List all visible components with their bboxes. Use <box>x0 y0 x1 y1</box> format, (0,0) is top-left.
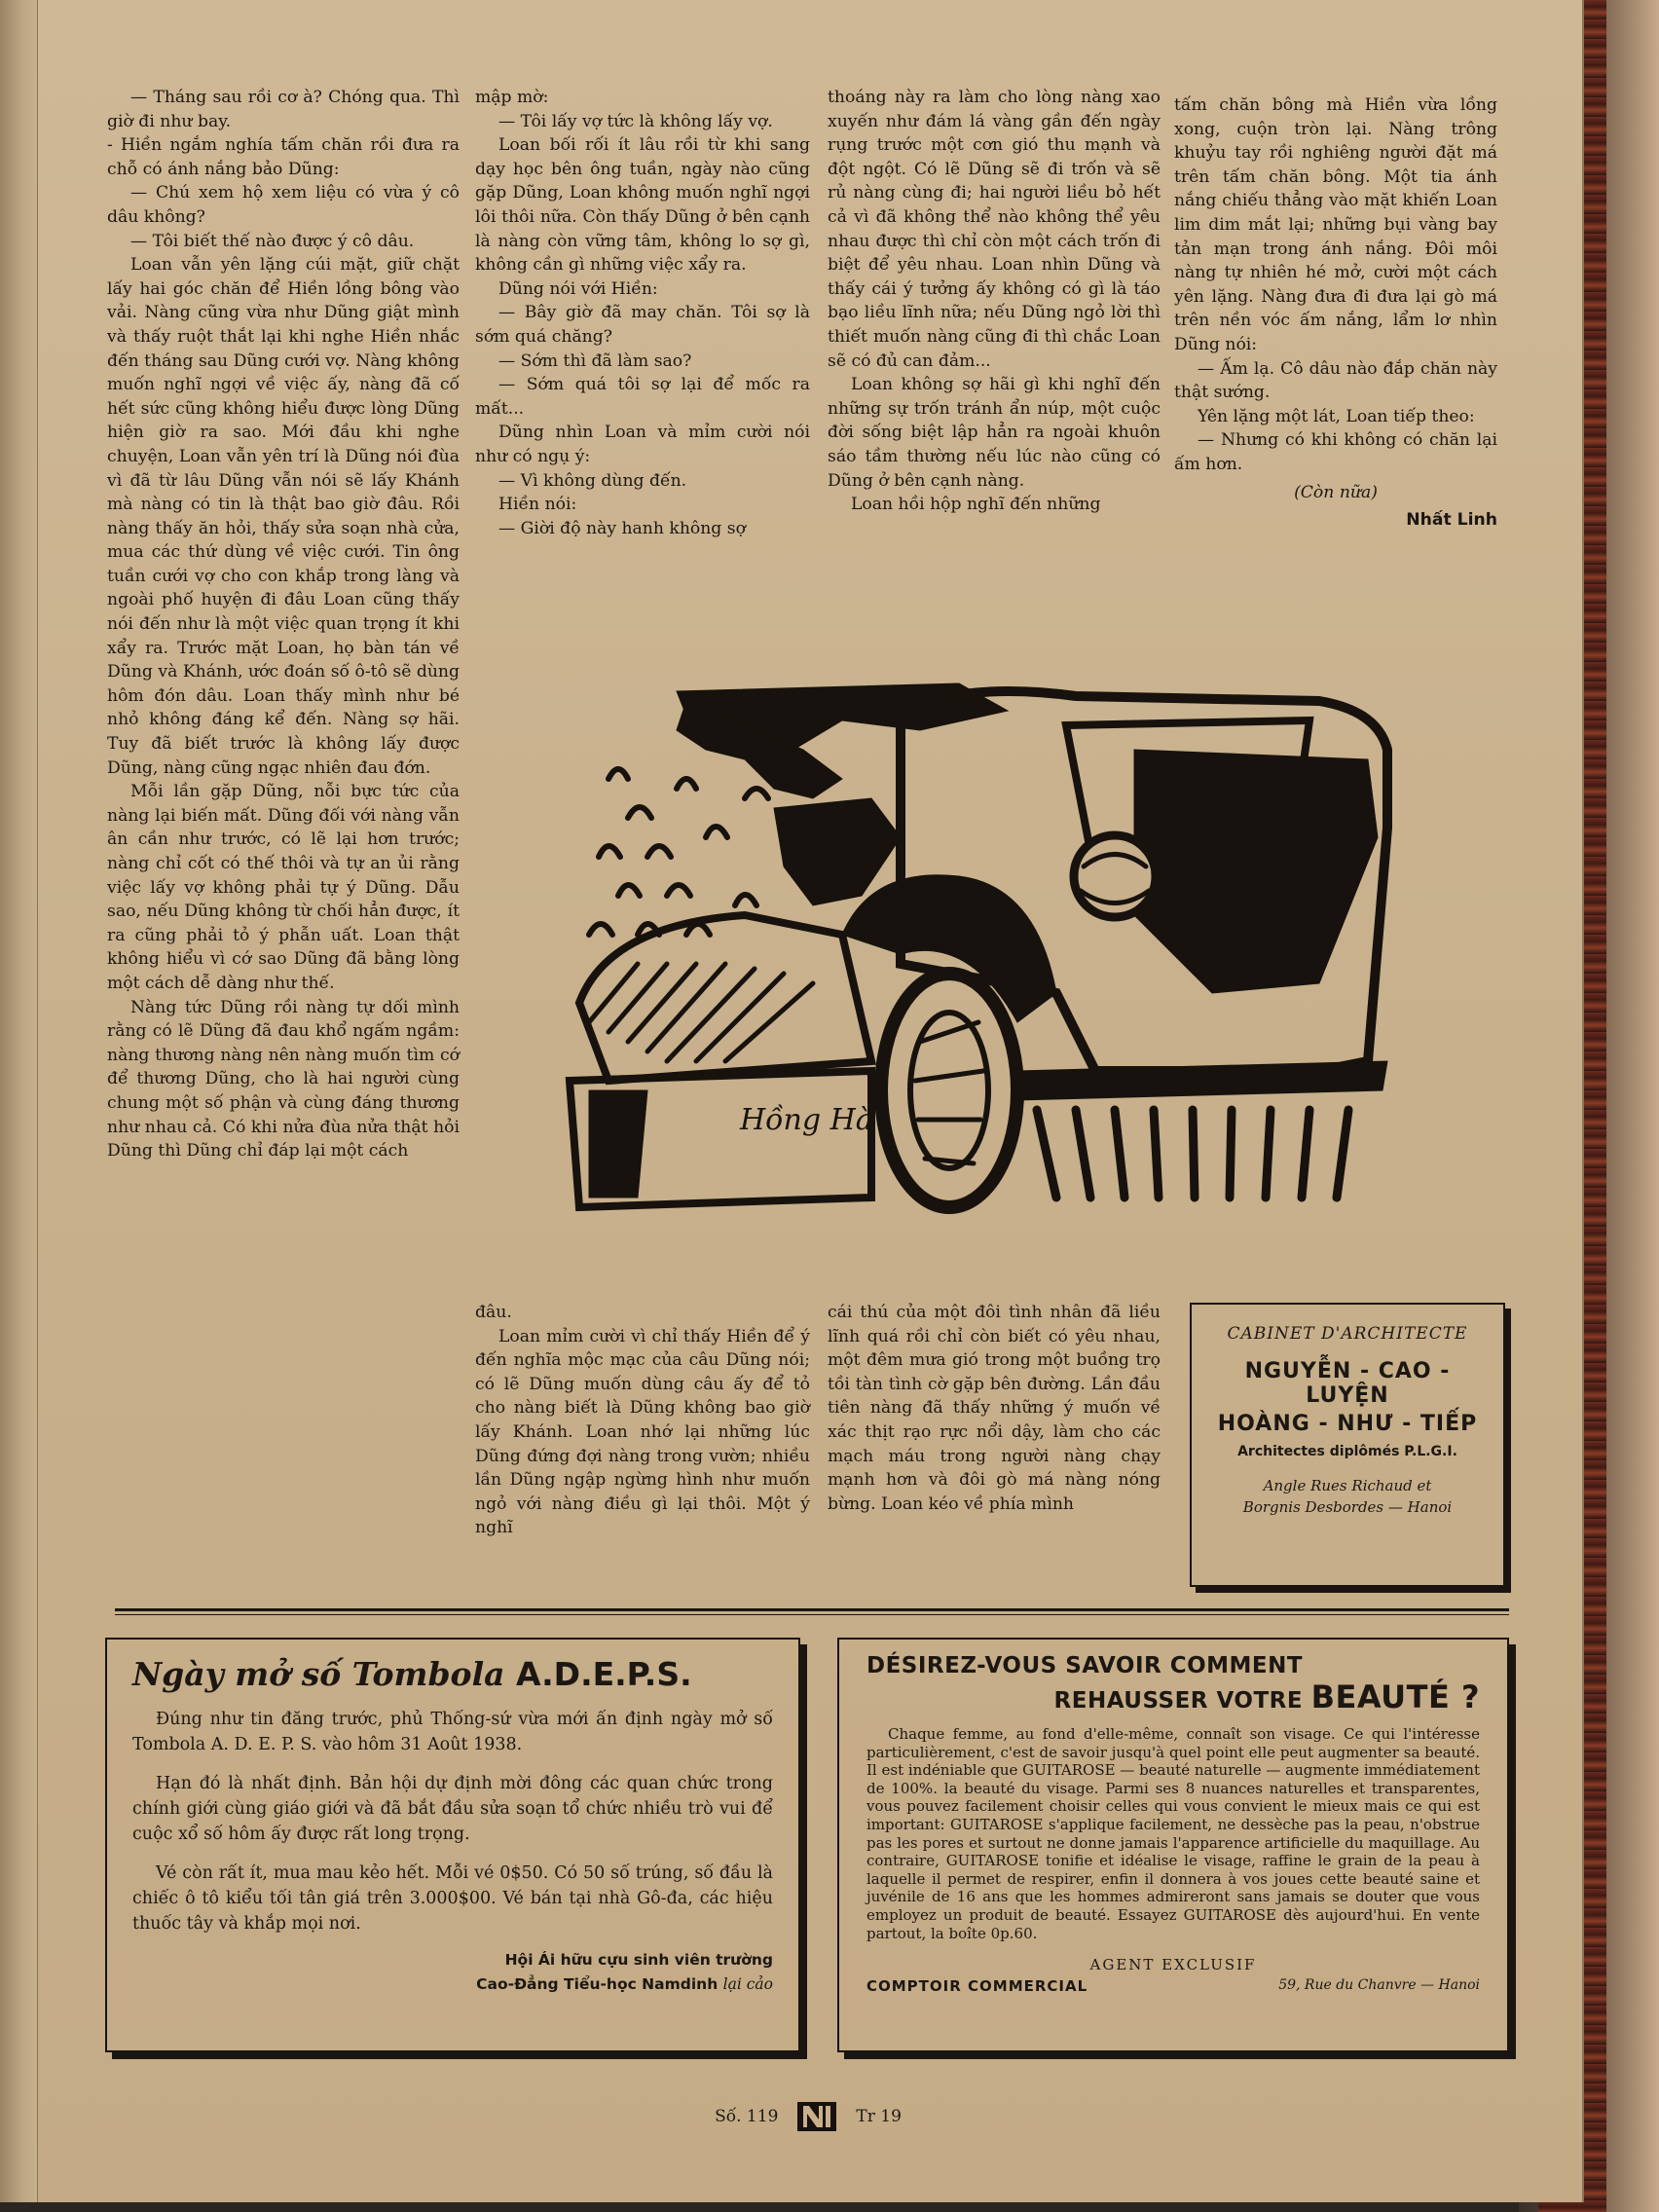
paragraph: — Giời độ này hanh không sợ <box>498 518 746 538</box>
paragraph: thoáng này ra làm cho lòng nàng xao xuyến như đám lá vàng gần đến ngày rụng trước một cơn gió thu mạnh và đột ngột. Có lẽ Dũng sẽ đi trốn và sẽ rủ nàng cùng đi; hai người liều bỏ hết cả vì đã không thể nào không thể yêu nhau được thì chỉ còn một cách trốn đi biệt để yêu nhau. Loan nhìn Dũng và thấy cái ý tưởng ấy không có gì là táo bạo liều lĩnh nữa; nếu Dũng ngỏ lời thì thiết muốn nàng cũng đi thì chắc Loan sẽ có đủ can đảm... <box>828 88 1161 371</box>
page-footer <box>691 2097 925 2136</box>
beauty-company: COMPTOIR COMMERCIAL <box>866 1977 1088 1996</box>
article-column-2-bottom <box>475 1301 810 1540</box>
beauty-advertisement <box>837 1638 1509 2052</box>
page-gutter <box>0 0 38 2202</box>
article-column-3-bottom <box>828 1301 1161 1516</box>
paragraph: đâu. <box>475 1303 512 1322</box>
article-column-3 <box>828 86 1161 517</box>
paragraph: — Tháng sau rồi cơ à? Chóng qua. Thì giờ đi như bay. <box>107 88 460 131</box>
paragraph: — Sớm thì đã làm sao? <box>498 350 692 371</box>
paragraph: tấm chăn bông mà Hiền vừa lồng xong, cuộn tròn lại. Nàng trông khuỷu tay rồi nghiêng người đặt má trên tấm chăn bông. Một tia ánh nắng chiếu thẳng vào mặt khiến Loan lim dim mắt lại; những bụi vàng bay tản mạn trong ánh nắng. Đôi môi nàng tự nhiên hé mở, cười một cách yên lặng. Nàng đưa đi đưa lại gò má trên nền vóc ấm nắng, lẩm lơ nhìn Dũng nói: <box>1174 95 1497 354</box>
tombola-signature-note: lại cảo <box>722 1975 773 1993</box>
paragraph: Mỗi lần gặp Dũng, nỗi bực tức của nàng lại biến mất. Dũng đối với nàng vẫn ân cần như trước, có lẽ lại hơn trước; nàng chỉ cốt có thế thôi và tự an ủi rằng việc lấy vợ không phải tự ý Dũng. Dẫu sao, nếu Dũng không từ chối hẳn được, ít ra cũng phải tỏ ý phẫn uất. Loan thật không hiểu vì cớ sao Dũng đã bằng lòng một cách dễ dàng như thế. <box>107 782 460 993</box>
beauty-body: Chaque femme, au fond d'elle-même, connaît son visage. Ce qui l'intéresse particulièrement, c'est de savoir jusqu'à quel point elle peut augmenter sa beauté. Il est indéniable que GUITAROSE — beauté naturelle — augmente immédiatement de 100%. la beauté du visage. Parmi ses 8 nuances naturelles et transparentes, vous pouvez facilement choisir celles qui vous convient le mieux mais ce qui est important: GUITAROSE s'applique facilement, ne dessèche pas la peau, n'obstrue pas les pores et surtout ne donne jamais l'apparence artificielle du maquillage. Au contraire, GUITAROSE tonifie et idéalise le visage, raffine le grain de la peau à laquelle il permet de respirer, enfin il donnera à vos joues cette beauté saine et juvénile de 16 ans que les hommes admireront sans jamais se douter que vous employez un produit de beauté. Essayez GUITAROSE dès aujourd'hui. En vente partout, la boîte 0p.60. <box>866 1725 1480 1942</box>
paragraph: mập mờ: <box>475 88 549 107</box>
paragraph: Hiền nói: <box>498 495 577 515</box>
tombola-title <box>132 1655 773 1693</box>
architect-address-2: Borgnis Desbordes — Hanoi <box>1242 1498 1453 1516</box>
illustration-signature: Hồng Hà <box>740 1103 873 1137</box>
tombola-title-text: Ngày mở số Tombola <box>132 1655 505 1693</box>
architect-diploma: Architectes diplômés P.L.G.I. <box>1237 1444 1457 1459</box>
beauty-headline-2 <box>866 1678 1480 1715</box>
beauty-footer <box>866 1977 1480 1995</box>
tombola-signature-line-1: Hội Ái hữu cựu sinh viên trường <box>504 1951 773 1969</box>
paragraph: Loan vẫn yên lặng cúi mặt, giữ chặt lấy hai góc chăn để Hiền lồng bông vào vải. Nàng cũng vừa như Dũng giật mình và thấy ruột thắt lại khi nghe Hiền nhắc đến tháng sau Dũng cưới vợ. Nàng không muốn nghĩ ngợi về việc ấy, nàng đã cố hết sức cũng không hiểu được lòng Dũng hiện giờ ra sao. Mới đầu khi nghe chuyện, Loan vẫn yên trí là Dũng nói đùa vì đã từ lâu Dũng vẫn nói sẽ lấy Khánh mà nàng có tin là thật bao giờ đâu. Rồi nàng thấy ăn hỏi, thấy sửa soạn nhà cửa, mua các thứ dùng về việc cưới. Tin ông tuần cưới vợ cho con khắp trong làng và ngoài phố huyện đi đâu Loan cũng thấy nói đến như là một việc quan trọng ít khi xẩy ra. Trước mặt Loan, họ bàn tán về Dũng và Khánh, ước đoán số ô-tô sẽ dùng hôm đón dâu. Loan thấy mình như bé nhỏ không đáng kể đến. Nàng sợ hãi. Tuy đã biết trước là không lấy được Dũng, nàng cũng ngạc nhiên đau đớn. <box>107 255 460 778</box>
author-name: Nhất Linh <box>1406 510 1497 531</box>
section-divider <box>115 1608 1509 1611</box>
paragraph: - Hiền ngắm nghía tấm chăn rồi đưa ra chỗ có ánh nắng bảo Dũng: <box>107 135 460 179</box>
paragraph: — Chú xem hộ xem liệu có vừa ý cô dâu không? <box>107 183 460 227</box>
tombola-title-bold: A.D.E.P.S. <box>515 1655 692 1693</box>
paragraph: — Vì không dùng đến. <box>498 470 687 491</box>
tombola-signature-org: Cao-Đẳng Tiểu-học Namdinh <box>476 1975 719 1993</box>
article-column-1 <box>107 86 460 1163</box>
architect-name-1: NGUYỄN - CAO - LUYỆN <box>1244 1359 1451 1408</box>
continued-note: (Còn nữa) <box>1294 482 1378 502</box>
architect-name-2: HOÀNG - NHƯ - TIẾP <box>1217 1412 1478 1436</box>
paragraph: Loan bối rối ít lâu rồi từ khi sang dạy học bên ông tuần, ngày nào cũng gặp Dũng, Loan không muốn nghĩ ngợi lôi thôi nữa. Còn thấy Dũng ở bên cạnh là nàng còn vững tâm, không lo sợ gì, không cần gì những việc xẩy ra. <box>475 135 810 276</box>
paragraph: cái thú của một đôi tình nhân đã liều lĩnh quá rồi chỉ còn biết có yêu nhau, một đêm mưa gió trong một buồng trọ tồi tàn tình cờ gặp bên đường. Lần đầu tiên nàng đã thấy những ý muốn về xác thịt rạo rực nổi dậy, làm cho các mạch máu trong người nàng chạy mạnh hơn và đôi gò má nàng nóng bừng. Loan kéo về phía mình <box>828 1303 1161 1514</box>
architect-advertisement <box>1190 1303 1505 1587</box>
ad-title: CABINET D'ARCHITECTE <box>1227 1324 1468 1344</box>
tombola-paragraph-3: Vé còn rất ít, mua mau kẻo hết. Mỗi vé 0$50. Có 50 số trúng, số đầu là chiếc ô tô kiểu tối tân giá trên 3.000$00. Vé bán tại nhà Gô-đa, các hiệu thuốc tây và khắp mọi nơi. <box>132 1863 773 1934</box>
paragraph: — Tôi biết thế nào được ý cô dâu. <box>130 231 415 251</box>
paragraph: — Ấm lạ. Cô dâu nào đắp chăn này thật sướng. <box>1174 358 1497 403</box>
paragraph: Yên lặng một lát, Loan tiếp theo: <box>1198 406 1475 426</box>
tombola-paragraph-1: Đúng như tin đăng trước, phủ Thống-sứ vừa mới ấn định ngày mở số Tombola A. D. E. P. S. vào hôm 31 Août 1938. <box>132 1710 773 1754</box>
car-illustration <box>550 672 1402 1227</box>
tombola-advertisement <box>105 1638 800 2052</box>
page-number: Tr 19 <box>856 2107 902 2126</box>
paragraph: — Nhưng có khi không có chăn lại ấm hơn. <box>1174 430 1497 474</box>
beauty-address: 59, Rue du Chanvre — Hanoi <box>1278 1977 1480 1994</box>
section-divider-thin <box>115 1614 1509 1615</box>
beauty-headline-1: DÉSIREZ-VOUS SAVOIR COMMENT <box>866 1653 1304 1678</box>
issue-number: Số. 119 <box>715 2107 779 2126</box>
article-column-2 <box>475 86 810 540</box>
paragraph: Dũng nhìn Loan và mỉm cười nói như có ngụ ý: <box>475 423 810 466</box>
paragraph: — Tôi lấy vợ tức là không lấy vợ. <box>498 111 773 131</box>
paragraph: Loan mỉm cười vì chỉ thấy Hiền để ý đến nghĩa mộc mạc của câu Dũng nói; có lẽ Dũng muốn dùng câu ấy để tỏ cho nàng biết là Dũng không bao giờ lấy Khánh. Loan nhớ lại những lúc Dũng đứng đợi nàng trong vườn; nhiều lần Dũng ngập ngừng hình như muốn ngỏ với nàng điều gì lại thôi. Một ý nghĩ <box>475 1326 810 1538</box>
article-column-4 <box>1174 93 1497 533</box>
paragraph: Loan không sợ hãi gì khi nghĩ đến những sự trốn tránh ẩn núp, một cuộc đời sống biệt lập hẳn ra ngoài khuôn sáo tầm thường nếu lúc nào cũng có Dũng ở bên cạnh nàng. <box>828 375 1161 491</box>
tombola-paragraph-2: Hạn đó là nhất định. Bản hội dự định mời đông các quan chức trong chính giới cùng giáo giới và đã bắt đầu sửa soạn tổ chức nhiều trò vui để cuộc xổ số hôm ấy được rất long trọng. <box>132 1774 773 1844</box>
beauty-headline-2-text: REHAUSSER VOTRE <box>1053 1688 1304 1714</box>
paragraph: Dũng nói với Hiền: <box>498 278 658 299</box>
tombola-signature-line-2 <box>132 1972 773 1997</box>
newspaper-logo-icon <box>795 2100 838 2133</box>
paragraph: — Bây giờ đã may chăn. Tôi sợ là sớm quá chăng? <box>475 303 810 347</box>
paragraph: Loan hồi hộp nghĩ đến những <box>851 495 1101 515</box>
architect-address-1: Angle Rues Richaud et <box>1263 1477 1432 1494</box>
paragraph: — Sớm quá tôi sợ lại để mốc ra mất... <box>475 375 810 419</box>
beauty-headline-2-big: BEAUTÉ ? <box>1310 1678 1480 1715</box>
beauty-agent-label: AGENT EXCLUSIF <box>1089 1956 1257 1974</box>
tombola-signature <box>132 1948 773 1997</box>
paragraph: Nàng tức Dũng rồi nàng tự dối mình rằng có lẽ Dũng đã đau khổ ngấm ngầm: nàng thương nàng nên nàng muốn tìm cớ để thương Dũng, cho là hai người cùng chung một số phận và cùng đáng thương như nhau cả. Có khi nửa đùa nửa thật hỏi Dũng thì Dũng chỉ đáp lại một cách <box>107 997 460 1161</box>
